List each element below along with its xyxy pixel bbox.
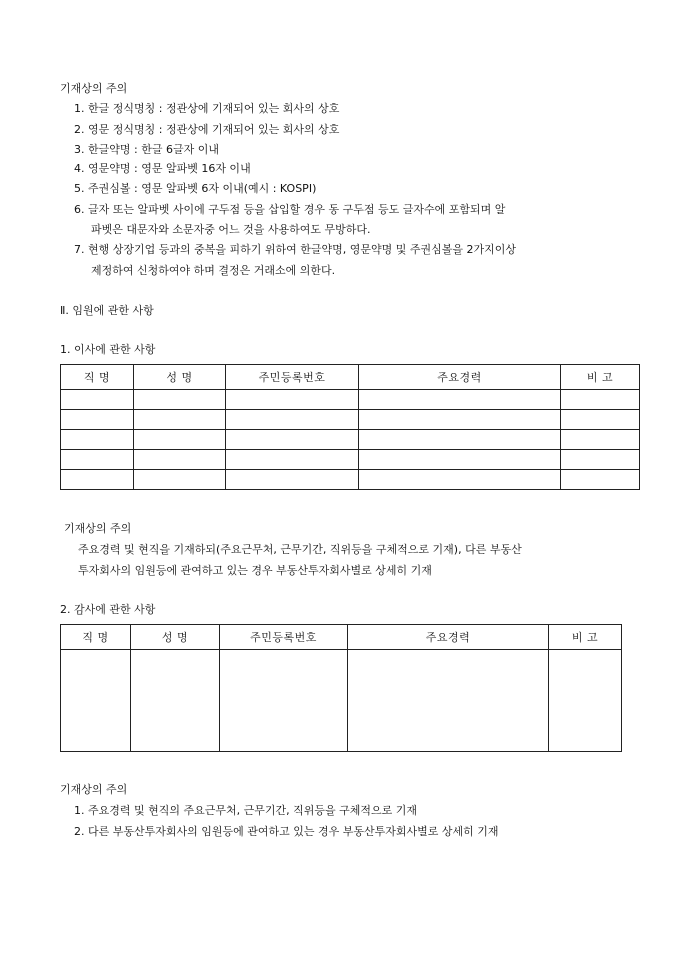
table-cell[interactable] xyxy=(561,470,640,490)
note-item: 1. 주요경력 및 현직의 주요근무처, 근무기간, 직위등을 구체적으로 기재 xyxy=(74,804,417,817)
col-header-position: 직 명 xyxy=(61,625,131,650)
table-cell[interactable] xyxy=(134,470,226,490)
table-cell[interactable] xyxy=(61,470,134,490)
table-cell[interactable] xyxy=(226,430,359,450)
col-header-id-number: 주민등록번호 xyxy=(220,625,348,650)
table-row xyxy=(61,470,640,490)
note-line: 주요경력 및 현직을 기재하되(주요근무처, 근무기간, 직위등을 구체적으로 기재), 다른 부동산 xyxy=(78,543,522,556)
col-header-name: 성 명 xyxy=(131,625,220,650)
table-cell[interactable] xyxy=(226,390,359,410)
table-cell[interactable] xyxy=(226,470,359,490)
col-header-career: 주요경력 xyxy=(359,365,561,390)
col-header-id-number: 주민등록번호 xyxy=(226,365,359,390)
section-heading: Ⅱ. 임원에 관한 사항 xyxy=(60,304,154,317)
table-cell[interactable] xyxy=(549,650,622,752)
directors-table xyxy=(60,364,640,490)
auditors-table xyxy=(60,624,622,752)
table-cell[interactable] xyxy=(61,390,134,410)
notes-title: 기재상의 주의 xyxy=(60,783,128,796)
col-header-remarks: 비 고 xyxy=(549,625,622,650)
notes-title: 기재상의 주의 xyxy=(64,522,132,535)
table-cell[interactable] xyxy=(561,450,640,470)
note-item-continuation: 파벳은 대문자와 소문자중 어느 것을 사용하여도 무방하다. xyxy=(91,223,371,236)
auditors-title: 2. 감사에 관한 사항 xyxy=(60,603,156,616)
table-row xyxy=(61,430,640,450)
table-cell[interactable] xyxy=(348,650,549,752)
table-cell[interactable] xyxy=(359,430,561,450)
directors-title: 1. 이사에 관한 사항 xyxy=(60,343,156,356)
col-header-remarks: 비 고 xyxy=(561,365,640,390)
table-row xyxy=(61,390,640,410)
note-item: 2. 다른 부동산투자회사의 임원등에 관여하고 있는 경우 부동산투자회사별로 상세히 기재 xyxy=(74,825,499,838)
table-cell[interactable] xyxy=(134,390,226,410)
note-item: 3. 한글약명 : 한글 6글자 이내 xyxy=(74,143,219,156)
table-row xyxy=(61,650,622,752)
table-cell[interactable] xyxy=(359,450,561,470)
note-item-continuation: 제정하여 신청하여야 하며 결정은 거래소에 의한다. xyxy=(91,264,336,277)
table-cell[interactable] xyxy=(61,450,134,470)
table-cell[interactable] xyxy=(359,410,561,430)
table-cell[interactable] xyxy=(134,450,226,470)
note-item: 5. 주권심볼 : 영문 알파벳 6자 이내(예시 : KOSPI) xyxy=(74,182,317,195)
table-cell[interactable] xyxy=(220,650,348,752)
table-cell[interactable] xyxy=(131,650,220,752)
col-header-career: 주요경력 xyxy=(348,625,549,650)
note-item: 1. 한글 정식명칭 : 정관상에 기재되어 있는 회사의 상호 xyxy=(74,102,340,115)
col-header-name: 성 명 xyxy=(134,365,226,390)
table-row xyxy=(61,410,640,430)
note-line: 투자회사의 임원등에 관여하고 있는 경우 부동산투자회사별로 상세히 기재 xyxy=(78,564,432,577)
table-cell[interactable] xyxy=(561,390,640,410)
table-cell[interactable] xyxy=(226,410,359,430)
note-item: 7. 현행 상장기업 등과의 중복을 피하기 위하여 한글약명, 영문약명 및 주권심볼을 2가지이상 xyxy=(74,243,516,256)
note-item: 6. 글자 또는 알파벳 사이에 구두점 등을 삽입할 경우 동 구두점 등도 글자수에 포함되며 알 xyxy=(74,203,506,216)
table-row xyxy=(61,450,640,470)
notes-title: 기재상의 주의 xyxy=(60,82,128,95)
table-cell[interactable] xyxy=(561,430,640,450)
table-cell[interactable] xyxy=(359,470,561,490)
table-cell[interactable] xyxy=(226,450,359,470)
table-cell[interactable] xyxy=(134,410,226,430)
table-cell[interactable] xyxy=(61,410,134,430)
note-item: 4. 영문약명 : 영문 알파벳 16자 이내 xyxy=(74,162,251,175)
table-cell[interactable] xyxy=(134,430,226,450)
table-cell[interactable] xyxy=(561,410,640,430)
table-header-row xyxy=(61,625,622,650)
note-item: 2. 영문 정식명칭 : 정관상에 기재되어 있는 회사의 상호 xyxy=(74,123,340,136)
table-cell[interactable] xyxy=(359,390,561,410)
table-header-row xyxy=(61,365,640,390)
table-cell[interactable] xyxy=(61,430,134,450)
col-header-position: 직 명 xyxy=(61,365,134,390)
table-cell[interactable] xyxy=(61,650,131,752)
